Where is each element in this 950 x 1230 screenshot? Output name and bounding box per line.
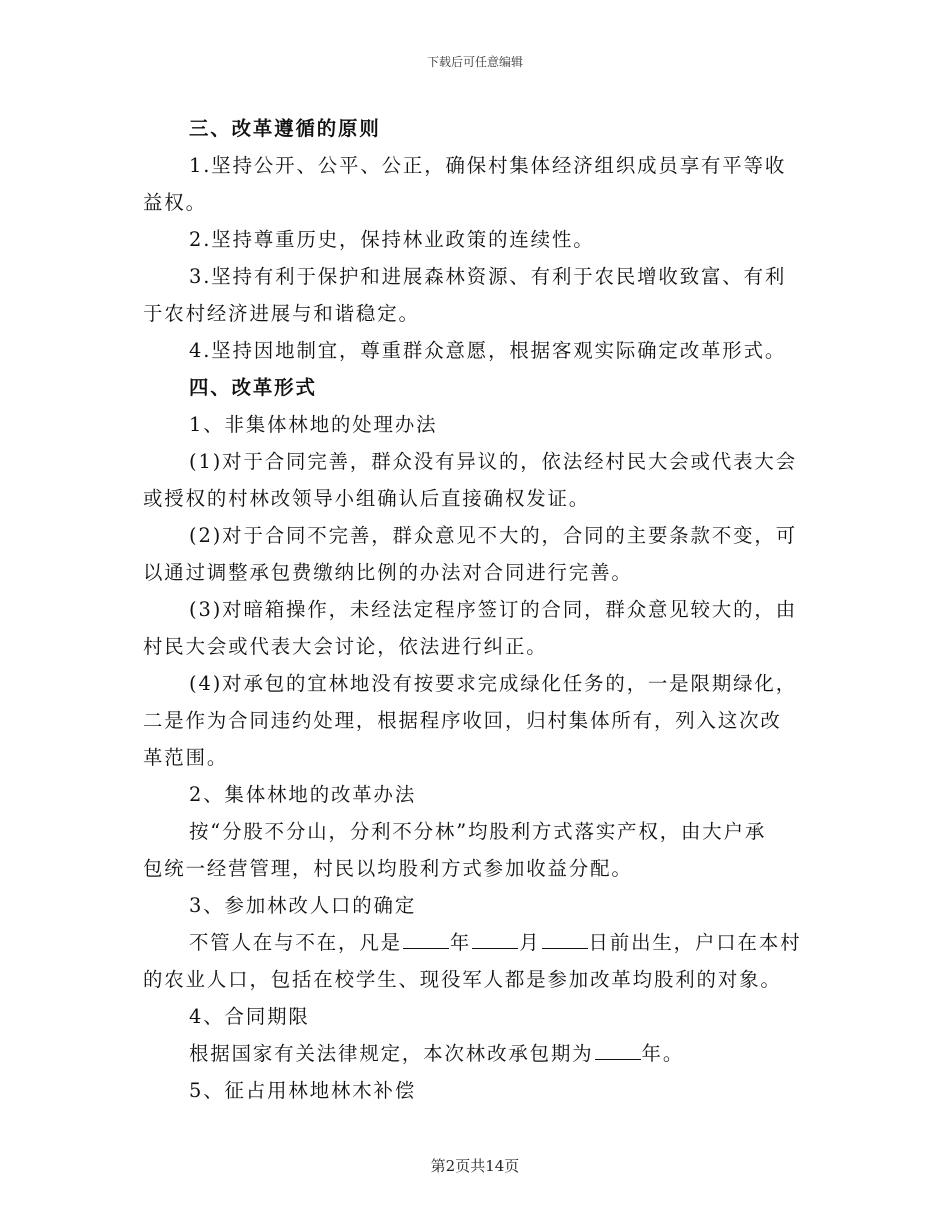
- subsection-2-para-line-2: 包统一经营管理，村民以均股利方式参加收益分配。: [143, 857, 633, 880]
- item-4-line-3: 革范围。: [143, 746, 229, 769]
- principle-3-line-2: 于农村经济进展与和谐稳定。: [143, 302, 420, 325]
- principle-1-line-1: 1.坚持公开、公平、公正，确保村集体经济组织成员享有平等收: [189, 154, 787, 177]
- document-body: [143, 110, 807, 1109]
- principle-2: 2.坚持尊重历史，保持林业政策的连续性。: [189, 228, 595, 251]
- subsection-1-heading: 1、非集体林地的处理办法: [189, 413, 438, 436]
- text-segment: 年: [449, 931, 472, 954]
- fill-in-blank-month: [472, 933, 518, 949]
- fill-in-blank-year: [403, 933, 449, 949]
- subsection-4-para: [143, 1035, 807, 1072]
- subsection-2-para-line-1: 按“分股不分山，分利不分林”均股利方式落实产权，由大户承: [189, 820, 767, 843]
- text-segment: 不管人在与不在，凡是: [189, 931, 402, 954]
- section-heading-principles: 三、改革遵循的原则: [189, 117, 381, 140]
- text-segment: 日前出生，户口在本村: [588, 931, 802, 954]
- text-segment: 月: [519, 931, 541, 954]
- subsection-3-heading: 3、参加林改人口的确定: [189, 894, 417, 917]
- item-3-line-1: (3)对暗箱操作，未经法定程序签订的合同，群众意见较大的，由: [189, 598, 798, 621]
- principle-4: 4.坚持因地制宜，尊重群众意愿，根据客观实际确定改革形式。: [189, 339, 787, 362]
- item-4-line-2: 二是作为合同违约处理，根据程序收回，归村集体所有，列入这次改: [143, 709, 782, 732]
- item-4-line-1: (4)对承包的宜林地没有按要求完成绿化任务的，一是限期绿化，: [189, 672, 798, 695]
- principle-1-line-2: 益权。: [143, 191, 207, 214]
- item-3-line-2: 村民大会或代表大会讨论，依法进行纠正。: [143, 635, 548, 658]
- section-heading-forms: 四、改革形式: [189, 376, 317, 399]
- page-header-note: 下载后可任意编辑: [426, 55, 523, 69]
- subsection-3-para-line-1: [143, 924, 807, 961]
- item-1-line-2: 或授权的村林改领导小组确认后直接确权发证。: [143, 487, 591, 510]
- fill-in-blank-day: [542, 933, 588, 949]
- item-2-line-1: (2)对于合同不完善，群众意见不大的，合同的主要条款不变，可: [189, 524, 798, 547]
- item-1-line-1: (1)对于合同完善，群众没有异议的，依法经村民大会或代表大会: [189, 450, 798, 473]
- page-number-footer: 第2页共14页: [430, 1157, 520, 1175]
- principle-3-line-1: 3.坚持有利于保护和进展森林资源、有利于农民增收致富、有利: [189, 265, 787, 288]
- subsection-4-heading: 4、合同期限: [189, 1005, 310, 1028]
- subsection-3-para-line-2: 的农业人口，包括在校学生、现役军人都是参加改革均股利的对象。: [143, 968, 782, 991]
- subsection-5-heading: 5、征占用林地林木补偿: [189, 1079, 417, 1102]
- text-segment: 根据国家有关法律规定，本次林改承包期为: [189, 1042, 594, 1065]
- text-segment: 年。: [641, 1042, 685, 1065]
- item-2-line-2: 以通过调整承包费缴纳比例的办法对合同进行完善。: [143, 561, 633, 584]
- fill-in-blank-years: [595, 1044, 641, 1060]
- subsection-2-heading: 2、集体林地的改革办法: [189, 783, 417, 806]
